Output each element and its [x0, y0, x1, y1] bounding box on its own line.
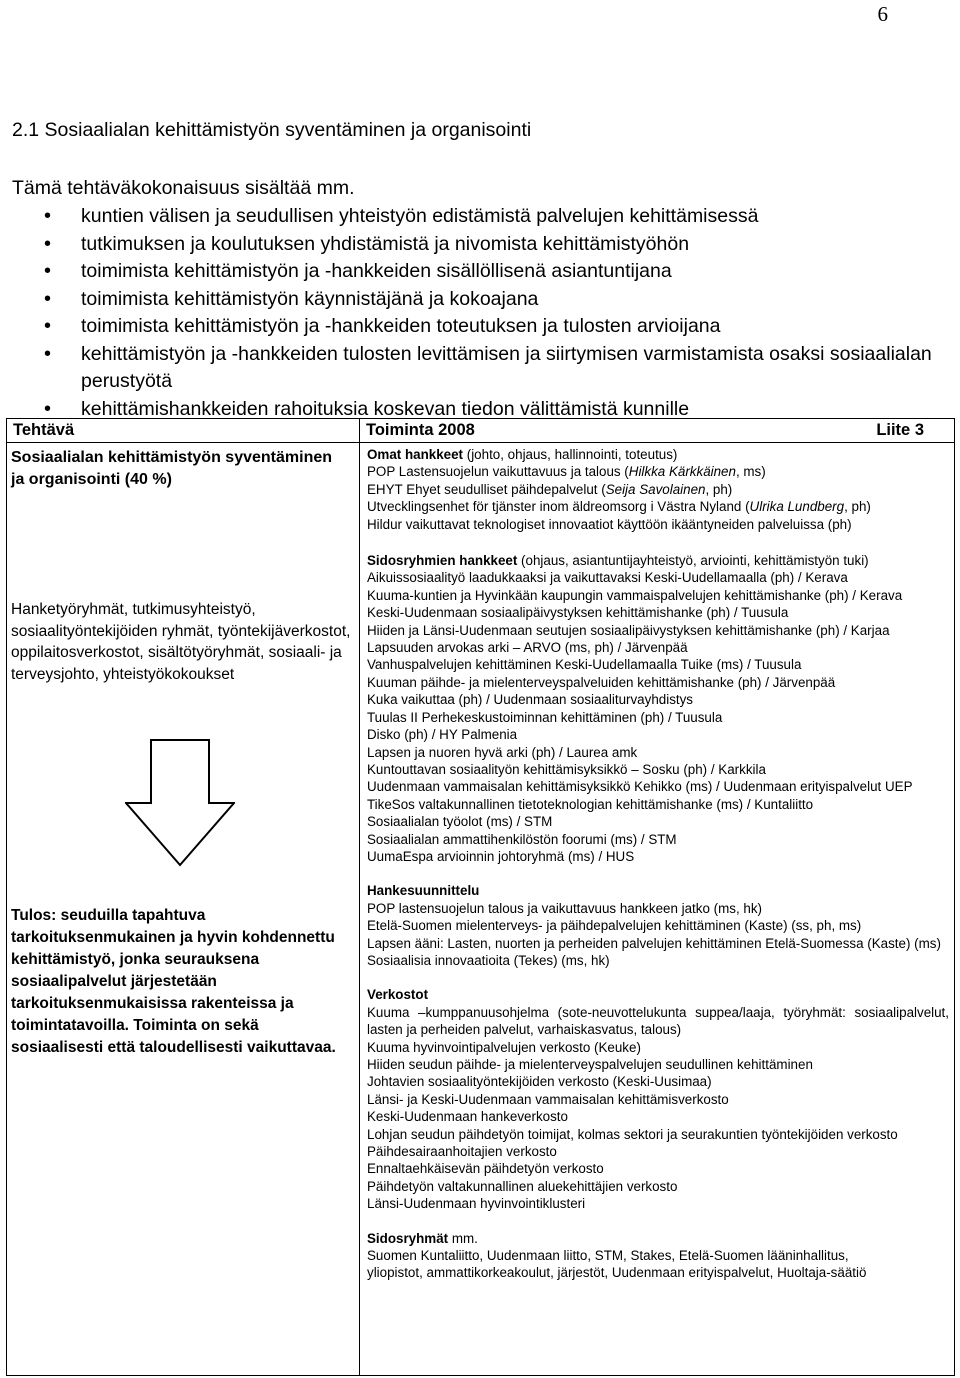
planning-item: Etelä-Suomen mielenterveys- ja päihdepalvelujen kehittäminen (Kaste) (ss, ph, ms)	[367, 918, 862, 934]
network-item: Päihdetyön valtakunnallinen aluekehittäjien verkosto	[367, 1178, 678, 1194]
network-item: Hiiden seudun päihde- ja mielenterveyspalvelujen seudullinen kehittäminen	[367, 1057, 813, 1072]
down-arrow-icon	[125, 739, 235, 867]
own-projects-heading: Omat hankkeet (johto, ohjaus, hallinnointi, toteutus)	[367, 447, 678, 462]
bullet-item: • kuntien välisen ja seudullisen yhteistyön edistämistä palvelujen kehittämisessä	[0, 203, 940, 231]
network-item: Johtavien sosiaalityöntekijöiden verkosto (Keski-Uusimaa)	[367, 1074, 712, 1090]
stakeholder-project-item: Vanhuspalvelujen kehittäminen Keski-Uudellamaalla Tuike (ms) / Tuusula	[367, 657, 802, 673]
networks-heading: Verkostot	[367, 987, 429, 1003]
activity-table	[6, 418, 955, 1376]
activity-cell	[360, 443, 955, 1376]
stakeholder-project-item: Kuuman päihde- ja mielenterveyspalveluiden kehittämishanke (ph) / Järvenpää	[367, 674, 836, 690]
stakeholder-project-item: Kuka vaikuttaa (ph) / Uudenmaan sosiaaliturvayhdistys	[367, 692, 694, 708]
planning-heading: Hankesuunnittelu	[367, 883, 480, 899]
header-appendix-label: Liite 3	[876, 421, 924, 439]
planning-item: POP lastensuojelun talous ja vaikuttavuus hankkeen jatko (ms, hk)	[367, 900, 762, 916]
task-groups: Hanketyöryhmät, tutkimusyhteistyö, sosiaalityöntekijöiden ryhmät, työntekijäverkostot, oppilaitosverkostot, sisältötyöryhmät, sosiaali- ja terveysjohto, yhteistyökokoukset	[11, 601, 351, 683]
own-project-item: Utvecklingsenhet för tjänster inom äldreomsorg i Västra Nyland (Ulrika Lundberg, ph)	[367, 499, 871, 515]
stakeholder-project-item: Lapsuuden arvokas arki – ARVO (ms, ph) / Järvenpää	[367, 640, 688, 656]
stakeholder-project-item: Sosiaalialan ammattihenkilöstön foorumi (ms) / STM	[367, 831, 677, 847]
bullet-item: • kehittämistyön ja -hankkeiden tulosten levittämisen ja siirtymisen varmistamista osaksi sosiaalialan perustyötä	[0, 341, 940, 396]
table-body-row	[7, 443, 955, 1376]
intro-text: Tämä tehtäväkokonaisuus sisältää mm.	[12, 177, 355, 199]
network-item: Ennaltaehkäisevän päihdetyön verkosto	[367, 1161, 604, 1177]
network-item: Länsi- ja Keski-Uudenmaan vammaisalan kehittämisverkosto	[367, 1091, 729, 1107]
bullet-item: • toimimista kehittämistyön käynnistäjänä ja kokoajana	[0, 286, 940, 314]
network-item: Päihdesairaanhoitajien verkosto	[367, 1144, 557, 1160]
header-task	[7, 419, 360, 443]
task-title: Sosiaalialan kehittämistyön syventäminen ja organisointi (40 %)	[11, 449, 333, 488]
planning-item: Sosiaalisia innovaatioita (Tekes) (ms, hk)	[367, 952, 610, 968]
bullet-item: • kehittämishankkeiden rahoituksia koskevan tiedon välittämistä kunnille	[0, 396, 940, 424]
stakeholder-project-item: Disko (ph) / HY Palmenia	[367, 727, 518, 743]
stakeholders-line: Suomen Kuntaliitto, Uudenmaan liitto, STM, Stakes, Etelä-Suomen lääninhallitus,	[367, 1248, 849, 1264]
network-item: Kuuma –kumppanuusohjelma (sote-neuvottelukunta suppea/laaja, työryhmät: sosiaalipalvelut, lasten ja perheiden palvelut, varhaiskasvatus, talous)	[367, 1004, 949, 1038]
stakeholder-project-item: Sosiaalialan työolot (ms) / STM	[367, 814, 553, 830]
stakeholder-project-item: Uudenmaan vammaisalan kehittämisyksikkö Kehikko (ms) / Uudenmaan erityispalvelut UEP	[367, 779, 913, 795]
stakeholder-project-item: TikeSos valtakunnallinen tietoteknologian kehittämishanke (ms) / Kuntaliitto	[367, 796, 814, 812]
network-item: Kuuma hyvinvointipalvelujen verkosto (Keuke)	[367, 1039, 641, 1055]
network-item: Keski-Uudenmaan hankeverkosto	[367, 1109, 568, 1125]
own-project-item: POP Lastensuojelun vaikuttavuus ja talous (Hilkka Kärkkäinen, ms)	[367, 464, 766, 480]
header-appendix	[865, 419, 955, 443]
header-activity-label: Toiminta 2008	[366, 421, 475, 439]
table-header-row	[7, 419, 955, 443]
stakeholder-project-item: Aikuissosiaalityö laadukkaaksi ja vaikuttavaksi Keski-Uudellamaalla (ph) / Kerava	[367, 570, 848, 586]
bullet-item: • toimimista kehittämistyön ja -hankkeiden toteutuksen ja tulosten arvioijana	[0, 313, 940, 341]
stakeholder-projects-heading: Sidosryhmien hankkeet (ohjaus, asiantuntijayhteistyö, arviointi, kehittämistyön tuki)	[367, 553, 869, 569]
network-item: Länsi-Uudenmaan hyvinvointiklusteri	[367, 1196, 586, 1212]
planning-item: Lapsen ääni: Lasten, nuorten ja perheiden palvelujen kehittäminen Etelä-Suomessa (Kaste) (ms)	[367, 935, 941, 951]
stakeholder-project-item: Tuulas II Perhekeskustoiminnan kehittäminen (ph) / Tuusula	[367, 709, 723, 725]
stakeholders-heading: Sidosryhmät mm.	[367, 1230, 478, 1246]
own-project-item: EHYT Ehyet seudulliset päihdepalvelut (Seija Savolainen, ph)	[367, 481, 733, 497]
bullet-item: • tutkimuksen ja koulutuksen yhdistämistä ja nivomista kehittämistyöhön	[0, 231, 940, 259]
bullet-item: • toimimista kehittämistyön ja -hankkeiden sisällöllisenä asiantuntijana	[0, 258, 940, 286]
page-number: 6	[877, 2, 888, 26]
header-activity	[360, 419, 865, 443]
task-result: Tulos: seuduilla tapahtuva tarkoituksenmukainen ja hyvin kohdennettu kehittämistyö, jonka seurauksena sosiaalipalvelut järjestetään tarkoituksenmukaisissa rakenteissa ja toimintatavoilla. Toiminta on sekä sosiaalisesti että taloudellisesti vaikuttavaa.	[11, 907, 336, 1056]
stakeholder-project-item: Kuntouttavan sosiaalityön kehittämisyksikkö – Sosku (ph) / Karkkila	[367, 761, 766, 777]
stakeholder-project-item: UumaEspa arvioinnin johtoryhmä (ms) / HUS	[367, 848, 635, 864]
stakeholder-project-item: Kuuma-kuntien ja Hyvinkään kaupungin vammaispalvelujen kehittämishanke (ph) / Kerava	[367, 587, 903, 603]
activity-content	[367, 446, 949, 1282]
section-title: 2.1 Sosiaalialan kehittämistyön syventäminen ja organisointi	[12, 119, 532, 141]
stakeholder-project-item: Hiiden ja Länsi-Uudenmaan seutujen sosiaalipäivystyksen kehittämishanke (ph) / Karjaa	[367, 622, 890, 638]
own-project-item: Hildur vaikuttavat teknologiset innovaatiot käyttöön ikääntyneiden palveluissa (ph)	[367, 516, 852, 532]
stakeholders-line: yliopistot, ammattikorkeakoulut, järjestöt, Uudenmaan erityispalvelut, Huoltaja-säätiö	[367, 1265, 867, 1281]
header-task-label: Tehtävä	[13, 421, 75, 439]
network-item: Lohjan seudun päihdetyön toimijat, kolmas sektori ja seurakuntien työntekijöiden verkosto	[367, 1126, 898, 1142]
task-cell	[7, 443, 360, 1376]
stakeholder-project-item: Keski-Uudenmaan sosiaalipäivystyksen kehittämishanke (ph) / Tuusula	[367, 605, 789, 621]
stakeholder-project-item: Lapsen ja nuoren hyvä arki (ph) / Laurea amk	[367, 744, 638, 760]
bullet-list	[0, 203, 940, 423]
